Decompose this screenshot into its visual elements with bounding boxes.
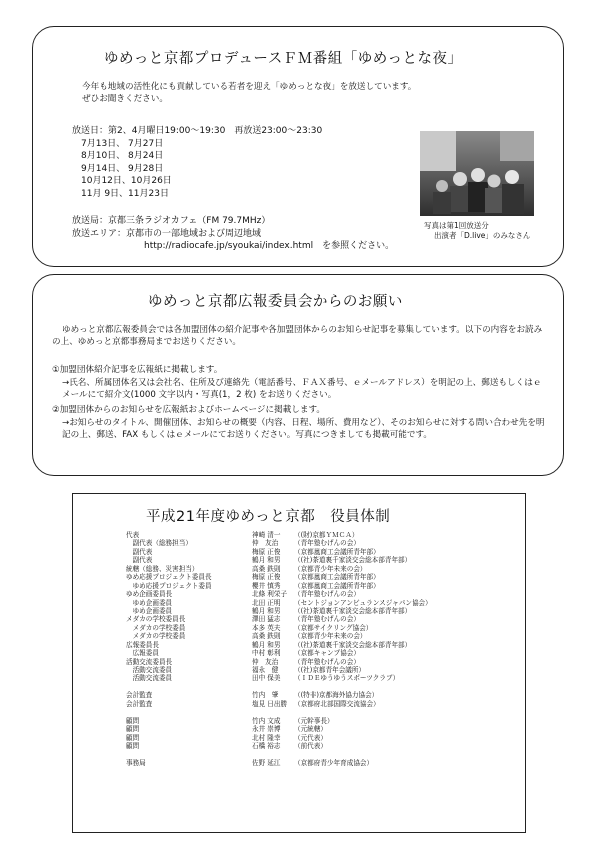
roster-org: （(社)茶道裏千家淡交会総本部青年部）: [294, 640, 412, 649]
roster-name: 高桑 鉄則: [252, 632, 281, 641]
roster-name: 北田 正明: [252, 598, 281, 607]
roster-role: ゆめ応援プロジェクト委員: [126, 581, 212, 590]
roster-row: [126, 658, 516, 666]
roster-org: （京都府北部国際交流協会）: [294, 699, 380, 708]
roster-name: 澤田 猛志: [252, 615, 281, 624]
roster-org: （青年塾むげんの会）: [294, 590, 360, 599]
roster-row: [126, 624, 516, 632]
roster-row: [126, 734, 516, 742]
schedule-line: 11月 9日、11月23日: [72, 188, 169, 199]
guest-photo: [420, 131, 534, 216]
photo-caption: [424, 221, 530, 241]
request-item-1-heading: ①加盟団体紹介記事を広報紙に掲載します。: [52, 365, 223, 375]
roster-row: [126, 565, 516, 573]
roster-org: （(特非)京都海外協力協会）: [294, 691, 379, 700]
roster-org: （京都青少年未来の会）: [294, 564, 367, 573]
area-line: 放送エリア：京都市の一部地域および周辺地域: [72, 228, 262, 239]
roster-role: 会計監査: [126, 699, 153, 708]
roster-role: 顧問: [126, 725, 140, 734]
roster-name: 神崎 清一: [252, 531, 281, 539]
roster-role: 事務局: [126, 758, 146, 767]
officers-title: 平成21年度ゆめっと京都 役員体制: [146, 509, 391, 525]
roster-role: ゆめ応援プロジェクト委員長: [126, 573, 212, 582]
roster-role: 副代表: [126, 556, 153, 565]
roster-row: [126, 582, 516, 590]
roster-row: [126, 649, 516, 657]
schedule-line: 9月14日、 9月28日: [72, 163, 164, 174]
roster-role: 会計監査: [126, 691, 153, 700]
roster-role: ゆめ企画委員: [126, 598, 173, 607]
roster-name: 竹内 文成: [252, 716, 281, 725]
guest-photo-image: [420, 131, 534, 216]
roster-row: [126, 742, 516, 750]
roster-org: （京都嵐商工会議所青年部）: [294, 573, 380, 582]
roster-role: ゆめ企画委員: [126, 606, 173, 615]
roster-role: 代表: [126, 531, 140, 539]
roster-org: （(社)茶道裏千家淡交会総本部青年部）: [294, 556, 412, 565]
roster-org: （(社)茶道裏千家淡交会総本部青年部）: [294, 606, 412, 615]
roster-role: メダカの学校委員: [126, 623, 186, 632]
roster-row: [126, 691, 516, 699]
roster-name: 高桑 鉄則: [252, 564, 281, 573]
roster-name: 福永 健: [252, 666, 279, 674]
roster-org: （(財)京都ＹＭＣＡ）: [294, 531, 359, 539]
roster-org: （京都嵐商工会議所青年部）: [294, 581, 380, 590]
roster-name: 北條 利栄子: [252, 590, 288, 599]
roster-role: 副代表: [126, 547, 153, 556]
roster-row: [126, 717, 516, 725]
schedule-line: 8月10日、 8月24日: [72, 151, 164, 162]
roster-org: （元幹事長）: [294, 716, 334, 725]
roster-name: 中村 彰利: [252, 649, 281, 658]
roster-role: メダカの学校委員長: [126, 615, 186, 624]
roster-row: [126, 590, 516, 598]
roster-name: 梅原 正俊: [252, 547, 281, 556]
roster-name: 永井 崇博: [252, 725, 281, 734]
officers-roster: [126, 531, 516, 767]
roster-row: [126, 539, 516, 547]
station-line: 放送局：京都三条ラジオカフェ（FM 79.7MHz）: [72, 216, 271, 226]
roster-name: 梅原 正俊: [252, 573, 281, 582]
pr-committee-body: ゆめっと京都広報委員会では各加盟団体の紹介記事や各加盟団体からのお知らせ記事を募集しています。以下の内容をお読みの上、ゆめっと京都事務局までお送りください。: [52, 325, 543, 348]
request-item-1-body: →氏名、所属団体名又は会社名、住所及び連絡先（電話番号、ＦＡＸ番号、ｅメールアドレス）を明記の上、郵送もしくはｅメールにて紹介文(1000 文字以内・写真(1，2 枚) をお送りください。: [62, 378, 542, 401]
request-item-2-heading: ②加盟団体からのお知らせを広報紙およびホームページに掲載します。: [52, 405, 325, 415]
url-line: [72, 240, 394, 253]
radio-program-intro: [82, 81, 416, 106]
roster-role: 顧問: [126, 716, 140, 725]
roster-org: （京都サイクリング協会）: [294, 623, 373, 632]
roster-role: 顧問: [126, 741, 140, 750]
photo-caption-line: 写真は第1回放送分: [424, 221, 489, 230]
roster-name: 石橋 裕志: [252, 741, 281, 750]
roster-name: 仲 友治: [252, 657, 279, 666]
roster-row: [126, 666, 516, 674]
intro-line: 今年も地域の活性化にも貢献している若者を迎え「ゆめっとな夜」を放送しています。: [82, 82, 417, 92]
intro-line: ぜひお聞きください。: [82, 94, 168, 105]
roster-name: 塩見 日出勝: [252, 699, 288, 708]
roster-row: [126, 556, 516, 564]
roster-org: （青年塾むげんの会）: [294, 615, 360, 624]
roster-name: 鶴月 和男: [252, 640, 281, 649]
schedule-line: 10月12日、10月26日: [72, 176, 172, 187]
roster-org: （京都青少年未来の会）: [294, 632, 367, 641]
roster-role: 活動交流委員長: [126, 657, 173, 666]
roster-row: [126, 759, 516, 767]
roster-name: 佐野 延江: [252, 758, 281, 767]
station-url-link[interactable]: http://radiocafe.jp/syoukai/index.html を参照ください。: [144, 241, 395, 252]
roster-row: [126, 674, 516, 682]
roster-name: 本多 英夫: [252, 623, 281, 632]
roster-org: （ＩＤＥゆうゆうスポーツクラブ）: [294, 674, 400, 683]
roster-org: （京都嵐商工会議所青年部）: [294, 547, 380, 556]
roster-role: 活動交流委員: [126, 666, 173, 674]
roster-name: 竹内 肇: [252, 691, 279, 700]
broadcast-schedule: [72, 125, 322, 201]
roster-org: （京都キャンプ協会）: [294, 649, 360, 658]
roster-role: ゆめ企画委員長: [126, 590, 173, 599]
request-item-2-body: →お知らせのタイトル、開催団体、お知らせの概要（内容、日程、場所、費用など）、そのお知らせに対する問い合わせ先を明記の上、郵送、FAX もしくはｅメールにてお送りください。写真につきましても掲載可能です。: [62, 418, 545, 441]
roster-name: 仲 友治: [252, 539, 279, 548]
radio-program-title: ゆめっと京都プロデュースＦＭ番組「ゆめっとな夜」: [104, 51, 463, 67]
schedule-line: 放送日：第2、4月曜日19:00〜19:30 再放送23:00〜23:30: [72, 126, 323, 136]
roster-name: 鶴月 和男: [252, 606, 281, 615]
roster-org: （セントジョンアンビュランスジャパン協会）: [294, 598, 432, 607]
roster-role: メダカの学校委員: [126, 632, 186, 641]
roster-spacer: [126, 708, 516, 716]
roster-row: [126, 725, 516, 733]
roster-name: 田中 保美: [252, 674, 281, 683]
station-info: [72, 215, 394, 253]
roster-role: 広報委員: [126, 649, 159, 658]
pr-committee-title: ゆめっと京都広報委員会からのお願い: [148, 294, 403, 310]
roster-row: [126, 700, 516, 708]
roster-org: （前代表）: [294, 741, 327, 750]
roster-row: [126, 599, 516, 607]
schedule-line: 7月13日、 7月27日: [72, 138, 164, 149]
roster-role: 広報委員長: [126, 640, 159, 649]
roster-name: 北村 隆幸: [252, 733, 281, 742]
roster-org: （元代表）: [294, 733, 327, 742]
roster-row: [126, 615, 516, 623]
roster-role: 副代表（総務担当）: [126, 539, 192, 548]
photo-caption-line: 出演者「D.live」のみなさん: [434, 231, 531, 240]
roster-name: 櫻井 慎秀: [252, 581, 281, 590]
roster-org: （(社)京都青年会議所）: [294, 666, 366, 674]
roster-row: [126, 641, 516, 649]
roster-row: [126, 573, 516, 581]
roster-role: 顧問: [126, 733, 140, 742]
roster-role: 統轄（総務、災害担当）: [126, 564, 199, 573]
roster-org: （元統轄）: [294, 725, 327, 734]
roster-org: （青年塾むげんの会）: [294, 657, 360, 666]
roster-org: （京都府青少年育成協会）: [294, 758, 374, 767]
roster-row: [126, 632, 516, 640]
roster-spacer: [126, 750, 516, 758]
roster-role: 活動交流委員: [126, 674, 173, 683]
roster-name: 鶴月 和男: [252, 556, 281, 565]
roster-org: （青年塾むげんの会）: [294, 539, 360, 548]
